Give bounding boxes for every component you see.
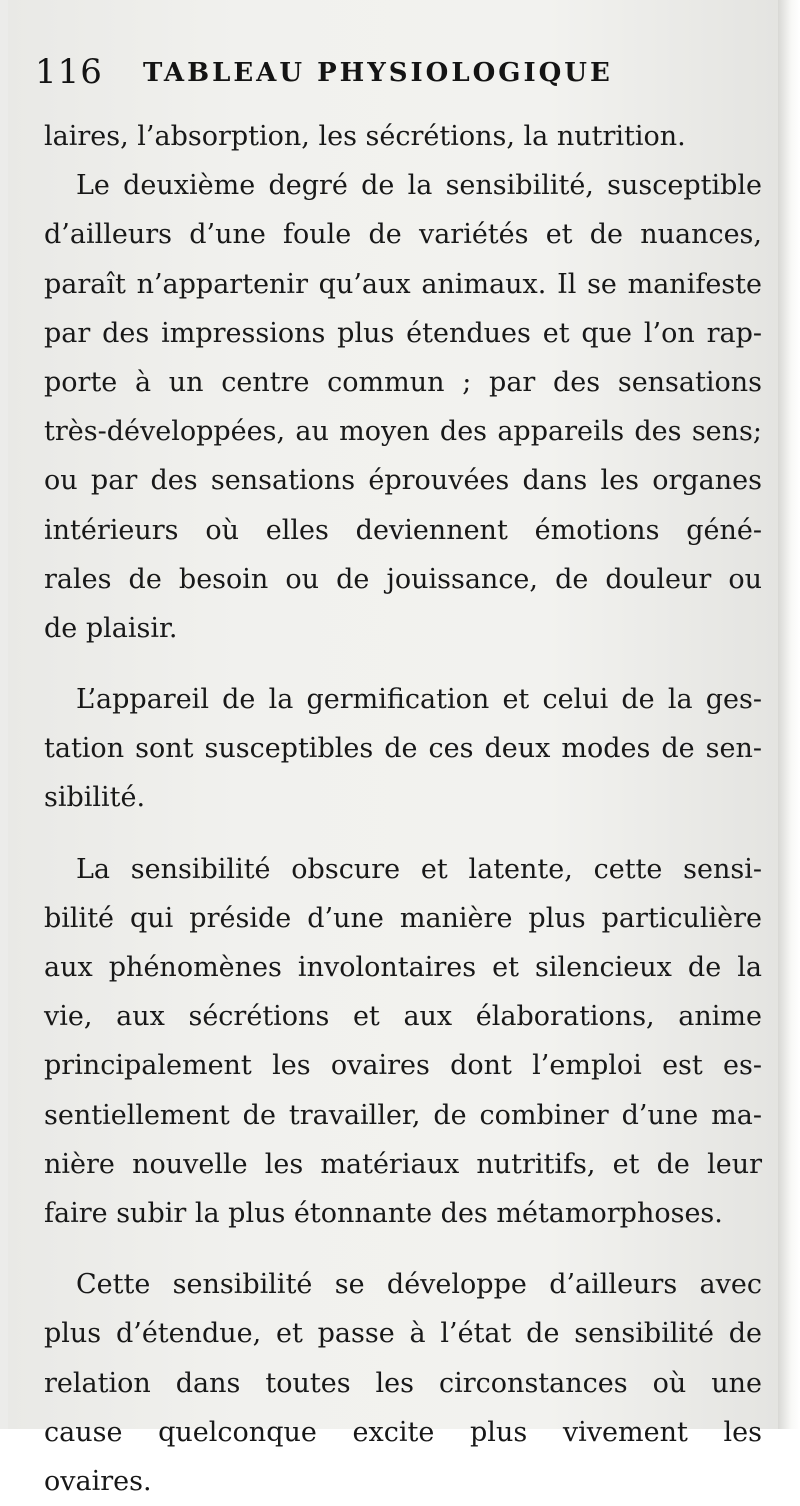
text-line: par des impressions plus étendues et que l’on rap- bbox=[44, 317, 762, 349]
text-line: vie, aux sécrétions et aux élaborations, anime bbox=[44, 1001, 762, 1033]
paragraph-germification bbox=[44, 675, 762, 823]
text-line: faire subir la plus étonnante des métamorphoses. bbox=[44, 1197, 723, 1229]
body-text bbox=[44, 112, 762, 1506]
text-line: intérieurs où elles deviennent émotions géné- bbox=[44, 514, 762, 546]
text-line: de plaisir. bbox=[44, 612, 178, 644]
text-line: laires, l’absorption, les sécrétions, la nutrition. bbox=[44, 121, 686, 152]
text-line: plus d’étendue, et passe à l’état de sensibilité de bbox=[44, 1318, 762, 1350]
text-line: ou par des sensations éprouvées dans les organes bbox=[44, 465, 762, 497]
text-line: La sensibilité obscure et latente, cette sensi- bbox=[76, 853, 762, 885]
text-line: cause quelconque excite plus vivement les bbox=[44, 1416, 762, 1448]
running-head: TABLEAU PHYSIOLOGIQUE bbox=[143, 58, 613, 88]
paragraph-relation-sensibility bbox=[44, 1260, 762, 1506]
paragraph-second-degree bbox=[44, 161, 762, 653]
text-line: sibilité. bbox=[44, 782, 146, 814]
paragraph-spacer bbox=[44, 1238, 762, 1260]
page-header bbox=[35, 50, 755, 98]
page-number: 116 bbox=[35, 52, 103, 92]
text-line: aux phénomènes involontaires et silencieux de la bbox=[44, 952, 762, 983]
text-line: bilité qui préside d’une manière plus particulière bbox=[44, 902, 762, 934]
text-line: L’appareil de la germification et celui de la ges- bbox=[76, 684, 762, 716]
text-line: relation dans toutes les circonstances où une bbox=[44, 1367, 762, 1399]
paragraph-spacer bbox=[44, 653, 762, 675]
text-line: sentiellement de travailler, de combiner d’une ma- bbox=[44, 1099, 762, 1131]
text-line: ovaires. bbox=[44, 1465, 152, 1497]
text-line: principalement les ovaires dont l’emploi est es- bbox=[44, 1050, 762, 1082]
text-line: rales de besoin ou de jouissance, de douleur ou bbox=[44, 563, 762, 595]
text-line: Le deuxième degré de la sensibilité, susceptible bbox=[76, 170, 762, 202]
paragraph-spacer bbox=[44, 823, 762, 845]
text-line: porte à un centre commun ; par des sensations bbox=[44, 366, 762, 398]
text-line: paraît n’appartenir qu’aux animaux. Il se manifeste bbox=[44, 268, 762, 300]
text-line: tation sont susceptibles de ces deux modes de sen- bbox=[44, 733, 762, 765]
paragraph-latent-sensibility bbox=[44, 845, 762, 1239]
text-line: nière nouvelle les matériaux nutritifs, et de leur bbox=[44, 1148, 762, 1180]
text-line: Cette sensibilité se développe d’ailleurs avec bbox=[76, 1269, 762, 1301]
text-line: très-développées, au moyen des appareils des sens; bbox=[44, 416, 762, 448]
paragraph-continuation bbox=[44, 112, 762, 161]
text-line: d’ailleurs d’une foule de variétés et de nuances, bbox=[44, 219, 762, 251]
page-gutter bbox=[778, 0, 800, 1429]
